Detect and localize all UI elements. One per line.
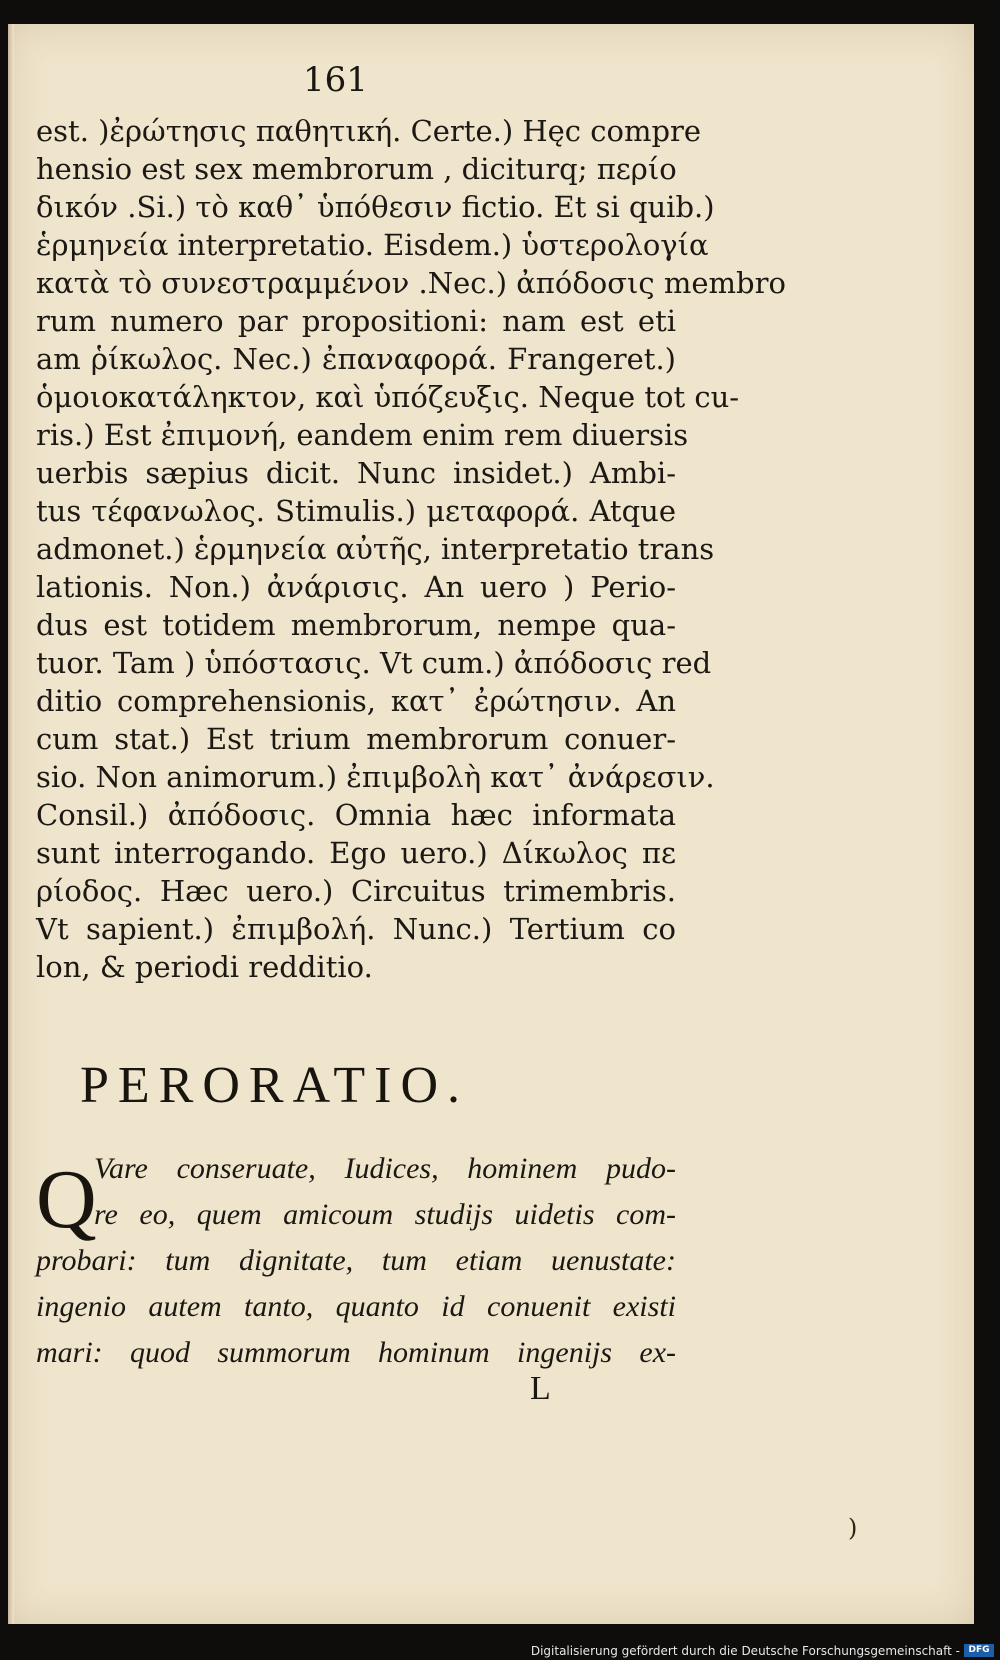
peroratio-line: ingenio autem tanto, quanto id conuenit exi⁠sti: [36, 1290, 676, 1323]
text-line: rum numero par propositioni: nam est eti: [36, 304, 676, 338]
text-line: admonet.) ἑρμηνεία αὐτῆς, interpretatio trans: [36, 532, 715, 566]
peroratio-text: [36, 1146, 676, 1376]
text-line: cum stat.) Est trium membrorum conuer-: [36, 722, 676, 756]
text-line: sunt interrogando. Ego uero.) Δίκωλος πε: [36, 836, 676, 870]
text-line: am ῥίκωλος. Nec.) ἐπαναφορά. Frangeret.): [36, 342, 676, 376]
peroratio-line: mari: quod summorum hominum ingenijs ex-: [36, 1336, 676, 1369]
peroratio-line: probari: tum dignitate, tum etiam uenustate:: [36, 1244, 676, 1277]
text-line: lon, & periodi redditio.: [36, 950, 373, 984]
section-heading: PERORATIO.: [80, 1057, 470, 1114]
text-line: sio. Non animorum.) ἐπιμβολὴ κατ᾽ ἀνάρεσιν.: [36, 760, 715, 794]
book-page: [8, 24, 974, 1624]
drop-cap: Q: [36, 1153, 97, 1246]
catchword: L: [530, 1370, 551, 1407]
text-line: ditio comprehensionis, κατ᾽ ἐρώτησιν. An: [36, 684, 676, 718]
text-line: uerbis sæpius dicit. Nunc insidet.) Ambi-: [36, 456, 676, 490]
text-line: ὁμοιοκατάληκτον, καὶ ὑπόζευξις. Neque tot cu-: [36, 380, 740, 414]
text-line: Consil.) ἀπόδοσις. Omnia hæc informata: [36, 798, 676, 832]
text-line: dus est totidem membrorum, nempe qua-: [36, 608, 676, 642]
page-edge: [8, 24, 14, 1624]
text-line: tus τέφανωλος. Stimulis.) μεταφορά. Atque: [36, 494, 676, 528]
peroratio-line: re eo, quem amicoum studijs uidetis com-: [94, 1198, 676, 1231]
footer-credit: Digitalisierung gefördert durch die Deutsche Forschungsgemeinschaft -: [530, 1644, 960, 1658]
footer-bar: [0, 1640, 1000, 1660]
text-line: ρίοδος. Hæc uero.) Circuitus trimembris.: [36, 874, 676, 908]
text-line: tuor. Tam ) ὑπόστασις. Vt cum.) ἀπόδοσις red: [36, 646, 712, 680]
text-line: δικόν .Si.) τὸ καθ᾽ ὑπόθεσιν fictio. Et si quib.): [36, 190, 715, 224]
commentary-text: [36, 112, 786, 986]
page-number: 161: [303, 60, 368, 100]
dfg-logo: DFG: [964, 1644, 994, 1657]
text-line: Vt sapient.) ἐπιμβολή. Nunc.) Tertium co: [36, 912, 676, 946]
text-line: ἑρμηνεία interpretatio. Eisdem.) ὑστερολογία: [36, 228, 709, 262]
peroratio-line: Vare conseruate, Iudices, hominem pudo-: [94, 1152, 676, 1185]
text-line: hensio est sex membrorum , diciturq; περίο: [36, 152, 677, 186]
text-line: lationis. Non.) ἀνάρισις. An uero ) Perio-: [36, 570, 676, 604]
text-line: κατὰ τὸ συνεστραμμένον .Nec.) ἀπόδοσις membro: [36, 266, 786, 300]
text-line: ris.) Est ἐπιμονή, eandem enim rem diuersis: [36, 418, 689, 452]
margin-mark: ): [848, 1514, 858, 1542]
text-line: est. )ἐρώτησις παθητική. Certe.) Hęc compre: [36, 114, 702, 148]
